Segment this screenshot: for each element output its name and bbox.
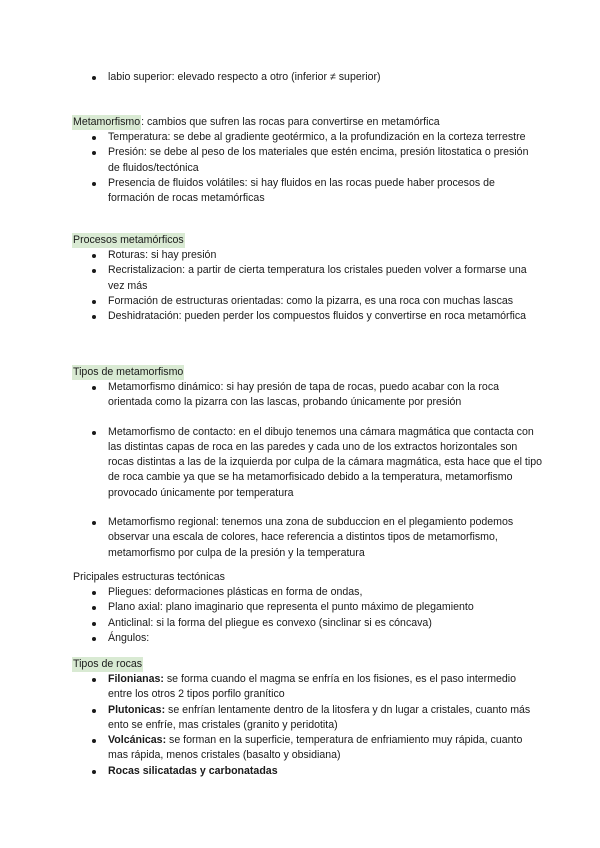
list-item: Presión: se debe al peso de los materiales que estén encima, presión litostatica o presión de fluidos/tectónica bbox=[72, 145, 542, 176]
roca-term: Filonianas: bbox=[108, 673, 164, 685]
metamorfismo-section bbox=[72, 115, 542, 206]
tipos-metamorfismo-section bbox=[72, 365, 542, 561]
roca-description: se enfrían lentamente dentro de la litosfera y dn lugar a cristales, cuanto más ento se enfríe, mas cristales (granito y peridotita) bbox=[108, 703, 531, 731]
estructuras-section bbox=[72, 570, 542, 646]
roca-term: Plutonicas: bbox=[108, 703, 166, 716]
estructuras-list bbox=[72, 585, 542, 646]
tipos-rocas-section bbox=[72, 657, 542, 779]
tipos-rocas-list bbox=[72, 672, 542, 779]
list-item bbox=[72, 733, 542, 764]
list-item bbox=[72, 703, 542, 734]
metamorfismo-definition: : cambios que sufren las rocas para convertirse en metamórfica bbox=[141, 116, 440, 128]
procesos-list bbox=[72, 248, 542, 324]
procesos-section bbox=[72, 233, 542, 324]
list-item bbox=[72, 764, 542, 779]
list-item: Metamorfismo regional: tenemos una zona de subduccion en el plegamiento podemos observar una escala de colores, hace referencia a distintos tipos de metamorfismo, metamorfismo por culpa de la presión y la temperatura bbox=[72, 515, 542, 561]
list-item: Ángulos: bbox=[72, 631, 542, 646]
list-item: Presencia de fluidos volátiles: si hay fluidos en las rocas puede haber procesos de formación de rocas metamórficas bbox=[72, 176, 542, 207]
list-item: Formación de estructuras orientadas: como la pizarra, es una roca con muchas lascas bbox=[72, 294, 542, 309]
tipos-rocas-heading: Tipos de rocas bbox=[73, 658, 143, 670]
list-item: Recristalizacion: a partir de cierta temperatura los cristales pueden volver a formarse una vez más bbox=[72, 263, 542, 294]
roca-term: Rocas silicatadas y carbonatadas bbox=[108, 764, 278, 777]
roca-description: se forman en la superficie, temperatura de enfriamiento muy rápida, cuanto mas rápida, menos cristales (basalto y obsidiana) bbox=[108, 734, 523, 762]
list-item: Deshidratación: pueden perder los compuestos fluidos y convertirse en roca metamórfica bbox=[72, 309, 542, 324]
list-item: Plano axial: plano imaginario que representa el punto máximo de plegamiento bbox=[72, 600, 542, 615]
roca-description: se forma cuando el magma se enfría en los fisiones, es el paso intermedio entre los otros 2 tipos porfilo granítico bbox=[108, 673, 517, 701]
list-item: Metamorfismo dinámico: si hay presión de tapa de rocas, puedo acabar con la roca orientada como la pizarra con las lascas, probando únicamente por presión bbox=[72, 380, 542, 411]
list-item: Pliegues: deformaciones plásticas en forma de ondas, bbox=[72, 585, 542, 600]
roca-term: Volcánicas: bbox=[108, 734, 167, 747]
procesos-heading: Procesos metamórficos bbox=[73, 234, 184, 246]
top-list bbox=[72, 70, 542, 85]
top-list-section bbox=[72, 70, 542, 85]
list-item: labio superior: elevado respecto a otro (inferior ≠ superior) bbox=[72, 70, 542, 85]
list-item: Roturas: si hay presión bbox=[72, 248, 542, 263]
metamorfismo-heading: Metamorfismo bbox=[73, 116, 141, 128]
metamorfismo-list bbox=[72, 130, 542, 206]
estructuras-heading: Pricipales estructuras tectónicas bbox=[73, 571, 225, 583]
tipos-metamorfismo-heading: Tipos de metamorfismo bbox=[73, 366, 184, 378]
list-item: Metamorfismo de contacto: en el dibujo tenemos una cámara magmática que contacta con las distintas capas de roca en las paredes y cada uno de los extractos horizontales son rocas distintas a las de la izquierda por culpa de la cámara magmática, esta hace que el tipo de roca cambie ya que se ha metamorfisicado debido a la temperatura, metamorfismo provocado únicamente por temperatura bbox=[72, 425, 542, 501]
metamorfismo-heading-line bbox=[72, 115, 542, 130]
list-item: Temperatura: se debe al gradiente geotérmico, a la profundización en la corteza terrestre bbox=[72, 130, 542, 145]
list-item: Anticlinal: si la forma del pliegue es convexo (sinclinar si es cóncava) bbox=[72, 616, 542, 631]
tipos-metamorfismo-list bbox=[72, 380, 542, 561]
list-item bbox=[72, 672, 542, 703]
